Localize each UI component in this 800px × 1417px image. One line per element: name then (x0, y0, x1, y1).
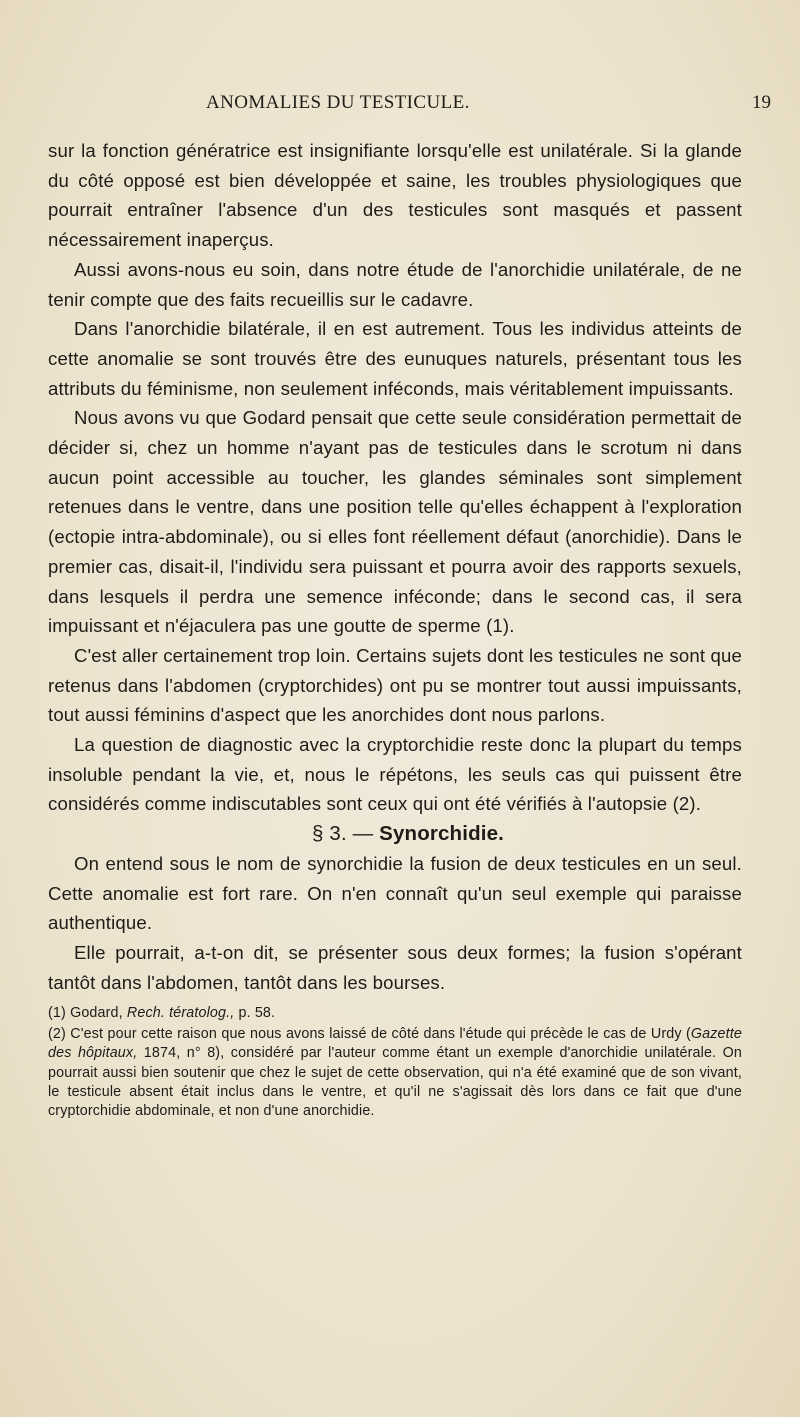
paragraph-3: Dans l'anorchidie bilatérale, il en est autrement. Tous les individus atteints de cette anomalie se sont trouvés être des eunuques naturels, présentant tous les attributs du féminisme, non seulement inféconds, mais véritablement impuissants. (48, 318, 742, 399)
paragraph-6: La question de diagnostic avec la cryptorchidie reste donc la plupart du temps insoluble pendant la vie, et, nous le répétons, les seuls cas qui puissent être considérés comme indiscutables sont ceux qui ont été vérifiés à l'autopsie (2). (48, 734, 742, 815)
paragraph-5: C'est aller certainement trop loin. Certains sujets dont les testicules ne sont que retenus dans l'abdomen (cryptorchides) ont pu se montrer tout aussi impuissants, tout aussi féminins d'aspect que les anorchides dont nous parlons. (48, 644, 742, 726)
section-heading (48, 819, 742, 849)
main-text (48, 136, 742, 1123)
footnote-1 (48, 1004, 742, 1023)
page-header (0, 92, 800, 118)
section-number: § 3. — (312, 822, 374, 846)
paragraph-4: Nous avons vu que Godard pensait que cette seule considération permettait de décider si, chez un homme n'ayant pas de testicules dans le scrotum ni dans aucun point accessible au toucher, les glandes séminales sont simplement retenues dans le ventre, dans une position telle qu'elles échappent à l'exploration (ectopie intra-abdominale), ou si elles font réellement défaut (anorchidie). Dans le premier cas, disait-il, l'individu sera puissant et pourra avoir des rapports sexuels, dans lesquels il perdra une semence inféconde; dans le second cas, il sera impuissant et n'éjaculera pas une goutte de sperme (1). (48, 407, 742, 637)
section-title: Synorchidie. (379, 822, 504, 846)
footnote-1-work: Rech. tératolog., (126, 1005, 235, 1022)
footnote-1-mark: (1) (48, 1005, 66, 1022)
footnote-2-journal: Gazette des hôpitaux, (48, 1025, 743, 1062)
section-paragraph-1: On entend sous le nom de synorchidie la fusion de deux testicules en un seul. Cette anomalie est fort rare. On n'en connaît qu'un seul exemple qui paraisse authentique. (48, 852, 742, 934)
footnote-2-before: C'est pour cette raison que nous avons laissé de côté dans l'étude qui précède le cas de Urdy ( (70, 1025, 691, 1042)
section-paragraph-2: Elle pourrait, a-t-on dit, se présenter sous deux formes; la fusion s'opérant tantôt dans l'abdomen, tantôt dans les bourses. (48, 941, 742, 993)
page-number: 19 (752, 92, 771, 113)
footnote-1-rest: p. 58. (238, 1005, 276, 1022)
footnote-2-mark: (2) (48, 1025, 66, 1042)
footnote-1-author: Godard, (70, 1005, 123, 1022)
footnote-2 (48, 1025, 742, 1122)
running-head: ANOMALIES DU TESTICULE. (206, 92, 470, 113)
footnotes (48, 1004, 742, 1121)
footnote-2-after: 1874, n° 8), considéré par l'auteur comme étant un exemple d'anorchidie unilatérale. On pourrait aussi bien soutenir que chez le sujet de cette observation, qui n'a été examiné que de son vivant, le testicule absent était inclus dans le ventre, et qu'il ne s'agissait dès lors dans ce fait que d'une cryptorchidie abdominale, et non d'une anorchidie. (48, 1045, 743, 1120)
paragraph-2: Aussi avons-nous eu soin, dans notre étude de l'anorchidie unilatérale, de ne tenir compte que des faits recueillis sur le cadavre. (48, 258, 742, 310)
paragraph-1: sur la fonction génératrice est insignifiante lorsqu'elle est unilatérale. Si la glande du côté opposé est bien développée et saine, les troubles physiologiques que pourrait entraîner l'absence d'un des testicules sont masqués et passent nécessairement inaperçus. (48, 140, 742, 251)
